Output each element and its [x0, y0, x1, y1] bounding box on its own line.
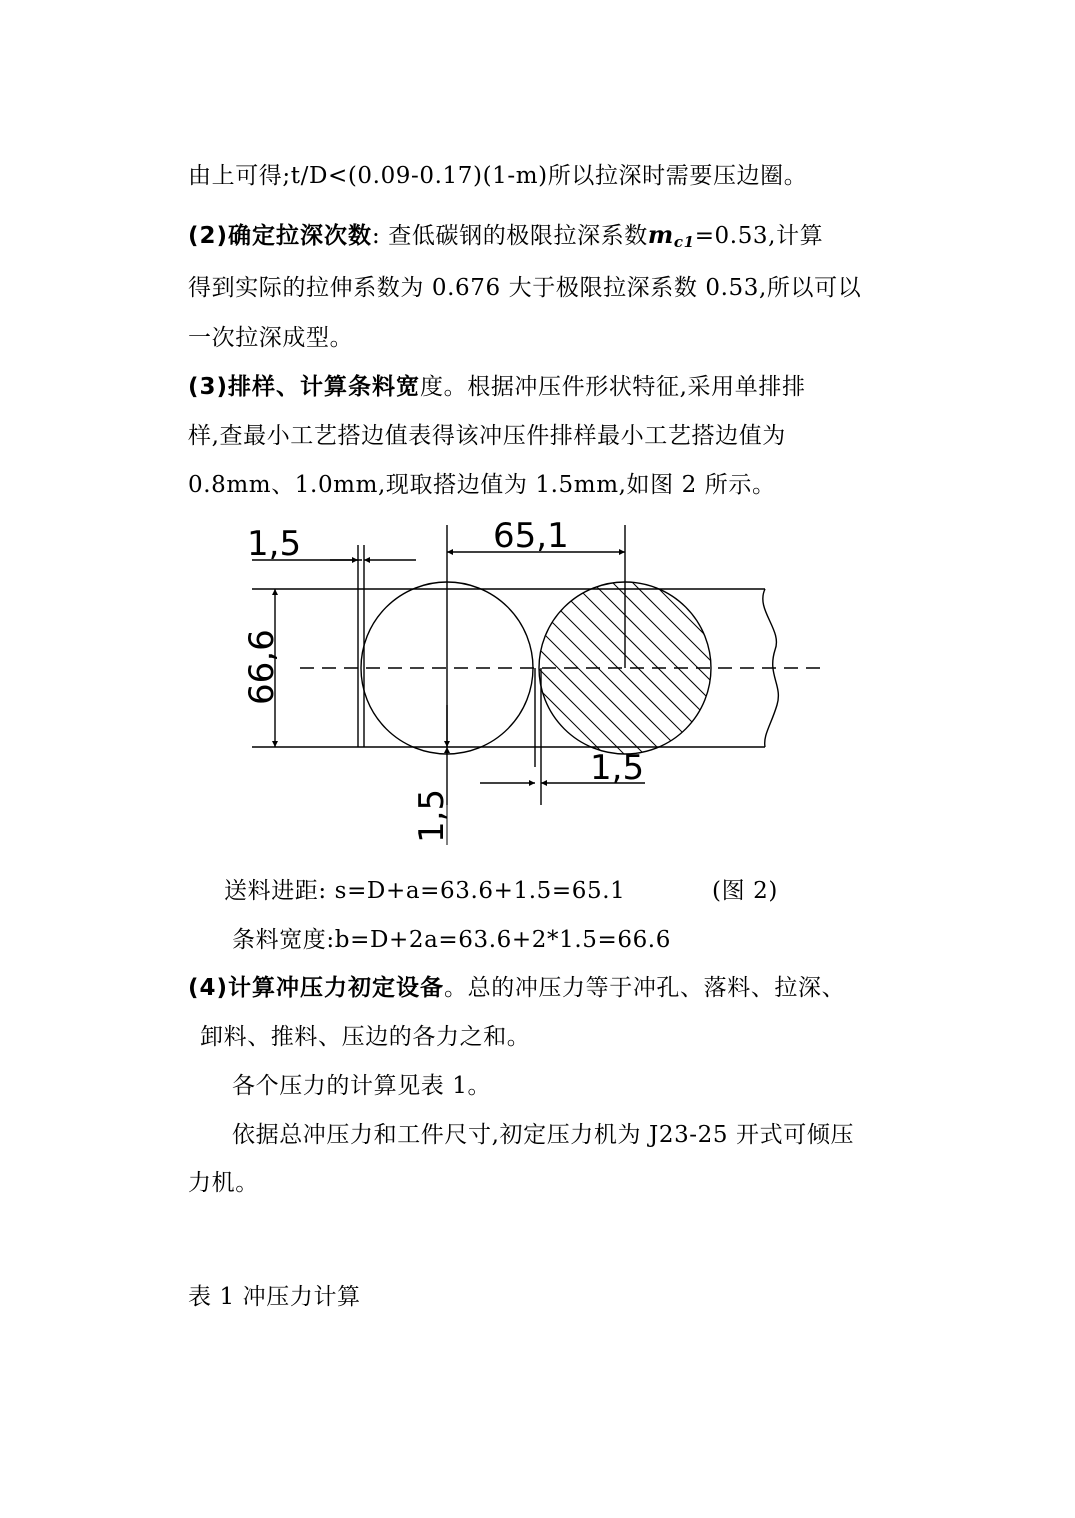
- dim-bottom-left-label: 1,5: [412, 788, 452, 843]
- formula-strip-width: 条料宽度:b=D+2a=63.6+2*1.5=66.6: [232, 927, 671, 953]
- formula-feed-pitch: 送料进距: s=D+a=63.6+1.5=65.1: [224, 878, 626, 904]
- section-2-line-2: 得到实际的拉伸系数为 0.676 大于极限拉深系数 0.53,所以可以: [188, 275, 862, 301]
- section-3-line-2: 样,查最小工艺搭边值表得该冲压件排样最小工艺搭边值为: [188, 423, 786, 449]
- section-2-text: : 查低碳钢的极限拉深系数: [372, 223, 648, 249]
- section-2-line-1: [188, 220, 823, 257]
- paragraph-press-line-2: 力机。: [188, 1170, 259, 1196]
- section-2-line-3: 一次拉深成型。: [188, 325, 354, 351]
- section-2-heading: (2)确定拉深次数: [188, 223, 373, 249]
- section-3-heading: (3)排样、计算条料宽: [188, 374, 421, 400]
- section-4-text: 。总的冲压力等于冲孔、落料、拉深、: [444, 975, 846, 1001]
- strip-layout-figure: [235, 515, 835, 860]
- m-c1-symbol: [648, 220, 695, 249]
- section-3-line-3: 0.8mm、1.0mm,现取搭边值为 1.5mm,如图 2 所示。: [188, 472, 776, 498]
- paragraph-press-line-1: 依据总冲压力和工件尺寸,初定压力机为 J23-25 开式可倾压: [232, 1122, 855, 1148]
- dim-bottom-right-label: 1,5: [590, 748, 645, 788]
- paragraph-blank-holder: 由上可得;t/D<(0.09-0.17)(1-m)所以拉深时需要压边圈。: [188, 163, 808, 189]
- section-4-heading: (4)计算冲压力初定设备: [188, 975, 445, 1001]
- section-4-line-1: [188, 973, 845, 1003]
- section-2-text-b: =0.53,计算: [694, 223, 824, 249]
- section-4-line-2: 卸料、推料、压边的各力之和。: [200, 1024, 531, 1050]
- dim-left-label: 66,6: [242, 629, 282, 705]
- section-3-line-1: [188, 372, 806, 402]
- dim-top-right-label: 65,1: [493, 516, 569, 556]
- table-title: 表 1 冲压力计算: [188, 1284, 361, 1310]
- dim-top-left-label: 1,5: [247, 524, 302, 564]
- figure-caption: (图 2): [712, 878, 778, 904]
- section-3-text: 度。根据冲压件形状特征,采用单排排: [420, 374, 806, 400]
- m-base: m: [647, 220, 674, 249]
- paragraph-table-ref: 各个压力的计算见表 1。: [232, 1073, 492, 1099]
- m-subscript: c1: [673, 233, 695, 251]
